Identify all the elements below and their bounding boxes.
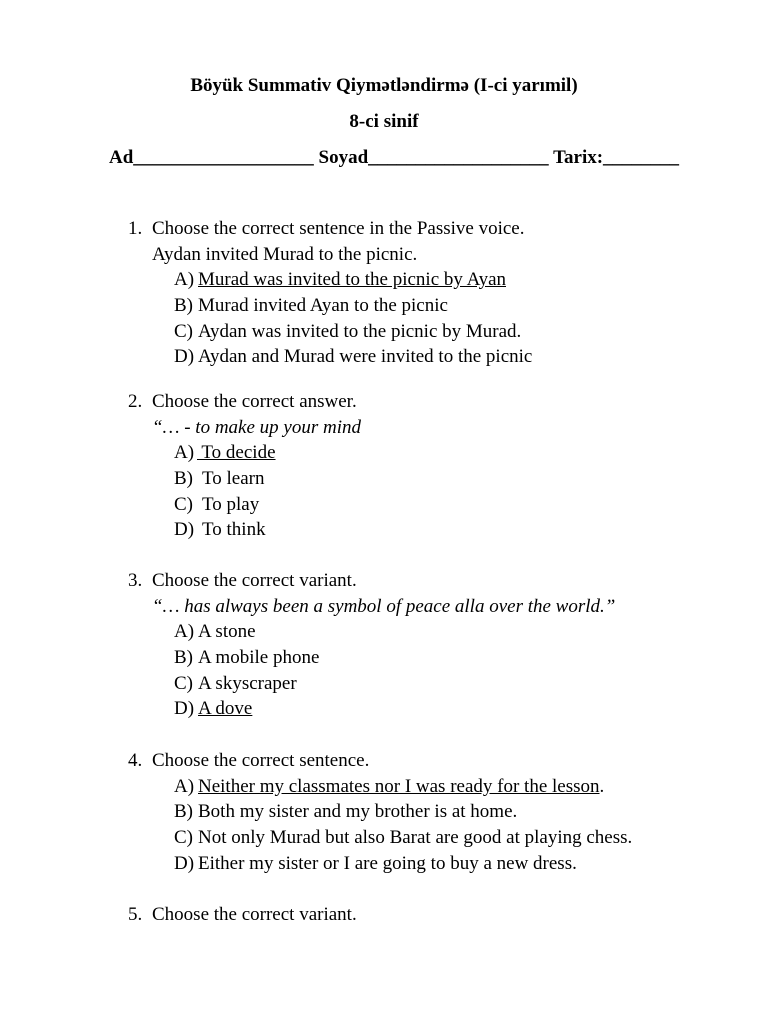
question-number: 1. xyxy=(128,218,143,239)
question-prompt: 3. Choose the correct variant. xyxy=(128,568,615,594)
question-sentence: “… has always been a symbol of peace alla over the world.” xyxy=(152,595,616,617)
option-b: B) Murad invited Ayan to the picnic xyxy=(174,295,448,317)
option-b: B) Both my sister and my brother is at home. xyxy=(174,801,518,823)
question-3 xyxy=(128,568,615,722)
question-sentence: “… - to make up your mind xyxy=(152,416,361,438)
option-d: D) A dove xyxy=(174,698,253,720)
question-number: 3. xyxy=(128,570,143,591)
option-c: C) A skyscraper xyxy=(174,672,297,694)
option-c: C) Not only Murad but also Barat are good at playing chess. xyxy=(174,827,633,849)
question-number: 5. xyxy=(128,904,143,925)
option-b: B) A mobile phone xyxy=(174,647,320,669)
question-prompt: 1. Choose the correct sentence in the Passive voice. xyxy=(128,216,532,242)
option-b: B) To learn xyxy=(174,468,265,490)
option-d: D) To think xyxy=(174,519,266,541)
question-prompt: 2. Choose the correct answer. xyxy=(128,389,361,415)
option-d: D) Aydan and Murad were invited to the picnic xyxy=(174,346,533,368)
question-number: 4. xyxy=(128,750,143,771)
question-prompt: 4. Choose the correct sentence. xyxy=(128,748,632,774)
option-a: A) Neither my classmates nor I was ready for the lesson. xyxy=(174,775,605,797)
question-number: 2. xyxy=(128,391,143,412)
question-2 xyxy=(128,389,361,543)
option-a: A) To decide xyxy=(174,442,276,464)
question-prompt: 5. Choose the correct variant. xyxy=(128,902,357,928)
question-5 xyxy=(128,902,357,928)
document-title: Böyük Summativ Qiymətləndirmə (I-ci yarımil) xyxy=(190,75,578,96)
option-c: C) To play xyxy=(174,493,260,515)
student-info-line: Ad___________________ Soyad___________________ Tarix:________ xyxy=(109,147,680,168)
option-a: A) A stone xyxy=(174,621,256,643)
question-4 xyxy=(128,748,632,876)
option-d: D) Either my sister or I are going to buy a new dress. xyxy=(174,852,577,874)
question-sentence: Aydan invited Murad to the picnic. xyxy=(152,243,418,265)
question-1 xyxy=(128,216,532,370)
option-a: A) Murad was invited to the picnic by Ayan xyxy=(174,269,506,291)
option-c: C) Aydan was invited to the picnic by Murad. xyxy=(174,320,522,342)
grade-label: 8-ci sinif xyxy=(349,111,419,132)
